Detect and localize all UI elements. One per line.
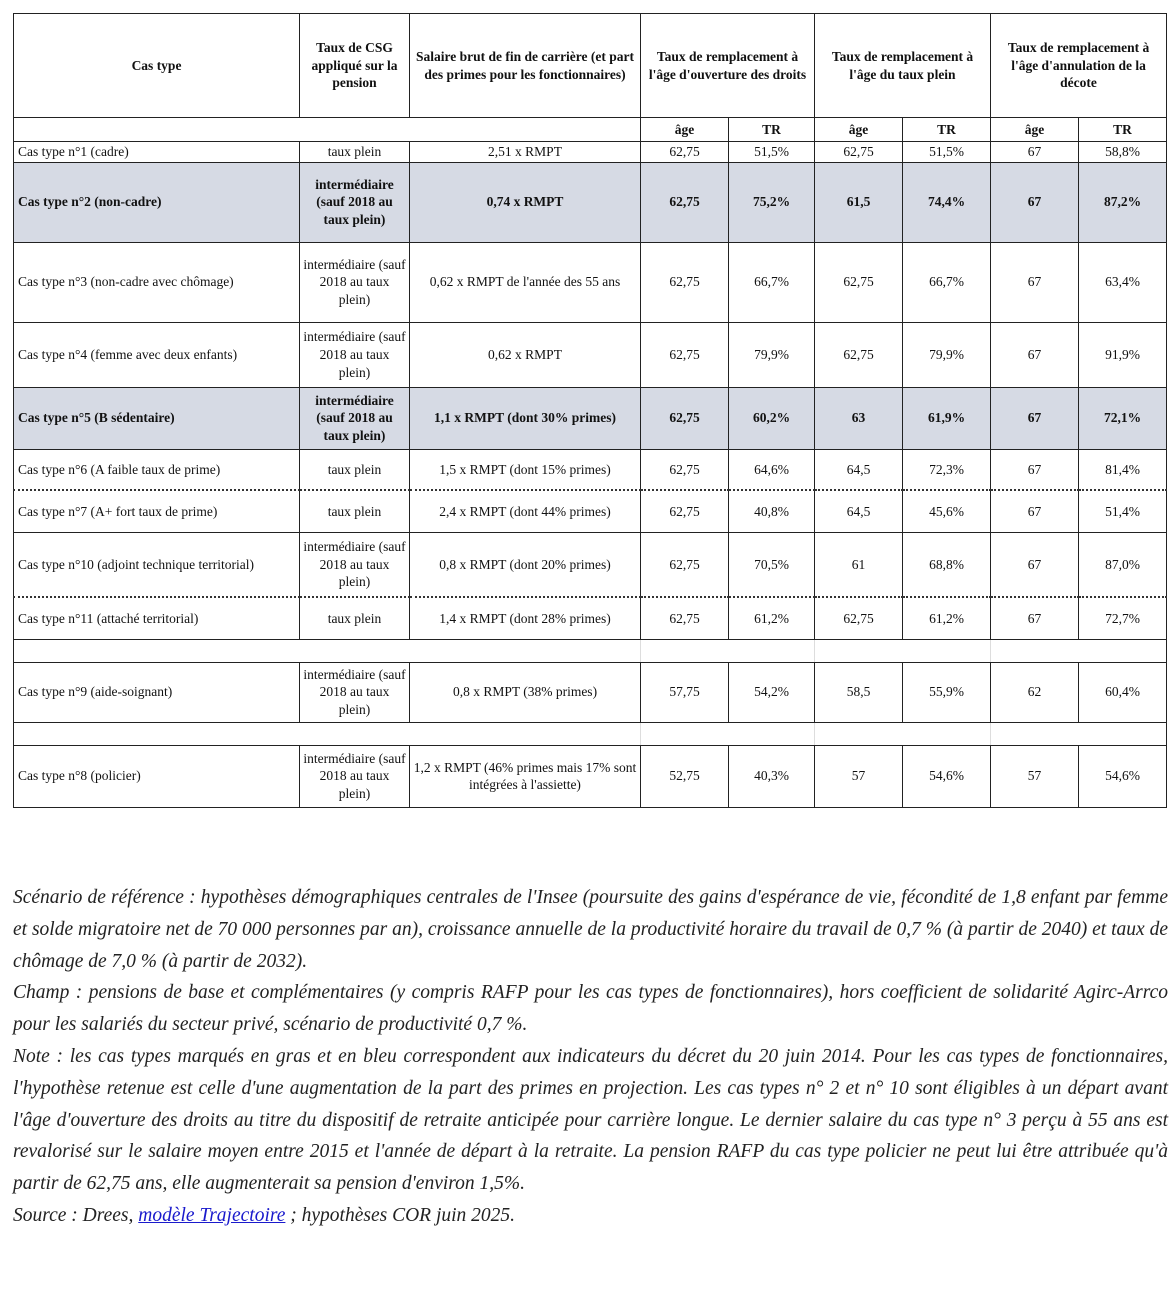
row-csg: intermédiaire (sauf 2018 au taux plein) [300, 242, 410, 322]
spacer-cell [14, 639, 641, 662]
table-row [14, 387, 1167, 449]
row-label: Cas type n°4 (femme avec deux enfants) [14, 322, 300, 387]
row-label: Cas type n°6 (A faible taux de prime) [14, 449, 300, 490]
row-age3: 62 [991, 662, 1079, 722]
row-csg: intermédiaire (sauf 2018 au taux plein) [300, 532, 410, 597]
row-tr1: 40,3% [729, 745, 815, 807]
row-age1: 62,75 [641, 597, 729, 639]
table-row [14, 662, 1167, 722]
row-label: Cas type n°11 (attaché territorial) [14, 597, 300, 639]
row-age3: 67 [991, 142, 1079, 163]
row-label: Cas type n°5 (B sédentaire) [14, 387, 300, 449]
header-row [14, 14, 1167, 118]
table-row [14, 322, 1167, 387]
row-tr3: 54,6% [1079, 745, 1167, 807]
row-label: Cas type n°7 (A+ fort taux de prime) [14, 490, 300, 532]
row-tr1: 66,7% [729, 242, 815, 322]
source-prefix: Source : Drees, [13, 1204, 139, 1226]
subheader-blank [14, 118, 641, 142]
row-age1: 62,75 [641, 490, 729, 532]
row-tr2: 79,9% [903, 322, 991, 387]
row-csg: taux plein [300, 142, 410, 163]
row-age1: 62,75 [641, 162, 729, 242]
row-tr3: 63,4% [1079, 242, 1167, 322]
row-tr3: 87,0% [1079, 532, 1167, 597]
row-age3: 57 [991, 745, 1079, 807]
source-link[interactable]: modèle Trajectoire [138, 1204, 286, 1226]
spacer-cell [991, 722, 1167, 745]
row-label: Cas type n°9 (aide-soignant) [14, 662, 300, 722]
note-champ: Champ : pensions de base et complémentaires (y compris RAFP pour les cas types de fonctionnaires), hors coefficient de solidarité Agirc-Arrco pour les salariés du secteur privé, scénario de productivité 0,7 %. [13, 982, 1168, 1036]
row-csg: taux plein [300, 597, 410, 639]
row-tr1: 54,2% [729, 662, 815, 722]
row-salaire: 1,5 x RMPT (dont 15% primes) [410, 449, 641, 490]
row-age1: 62,75 [641, 322, 729, 387]
row-age2: 61,5 [815, 162, 903, 242]
row-tr3: 72,7% [1079, 597, 1167, 639]
row-salaire: 1,1 x RMPT (dont 30% primes) [410, 387, 641, 449]
row-salaire: 2,4 x RMPT (dont 44% primes) [410, 490, 641, 532]
row-age1: 62,75 [641, 242, 729, 322]
spacer-cell [14, 722, 641, 745]
spacer-cell [991, 639, 1167, 662]
header-tr-taux-plein: Taux de remplacement à l'âge du taux plein [815, 14, 991, 118]
row-age3: 67 [991, 449, 1079, 490]
row-age3: 67 [991, 597, 1079, 639]
row-salaire: 1,2 x RMPT (46% primes mais 17% sont intégrées à l'assiette) [410, 745, 641, 807]
row-salaire: 2,51 x RMPT [410, 142, 641, 163]
table-row [14, 597, 1167, 639]
row-salaire: 0,62 x RMPT [410, 322, 641, 387]
row-age2: 62,75 [815, 322, 903, 387]
row-label: Cas type n°1 (cadre) [14, 142, 300, 163]
row-csg: taux plein [300, 449, 410, 490]
row-label: Cas type n°3 (non-cadre avec chômage) [14, 242, 300, 322]
table-row [14, 745, 1167, 807]
subheader-age-1: âge [641, 118, 729, 142]
row-tr2: 74,4% [903, 162, 991, 242]
row-salaire: 0,62 x RMPT de l'année des 55 ans [410, 242, 641, 322]
row-csg: taux plein [300, 490, 410, 532]
replacement-rate-table-container [13, 13, 1166, 808]
row-age2: 57 [815, 745, 903, 807]
table-row [14, 449, 1167, 490]
row-tr1: 60,2% [729, 387, 815, 449]
header-cas-type: Cas type [14, 14, 300, 118]
row-tr1: 70,5% [729, 532, 815, 597]
replacement-rate-table [13, 13, 1167, 808]
row-age2: 63 [815, 387, 903, 449]
subheader-age-3: âge [991, 118, 1079, 142]
row-tr3: 60,4% [1079, 662, 1167, 722]
row-csg: intermédiaire (sauf 2018 au taux plein) [300, 387, 410, 449]
row-age1: 52,75 [641, 745, 729, 807]
source-suffix: ; hypothèses COR juin 2025. [285, 1204, 516, 1226]
row-age1: 57,75 [641, 662, 729, 722]
row-salaire: 0,74 x RMPT [410, 162, 641, 242]
row-tr2: 72,3% [903, 449, 991, 490]
row-age3: 67 [991, 322, 1079, 387]
row-age1: 62,75 [641, 387, 729, 449]
spacer-row [14, 722, 1167, 745]
row-tr3: 87,2% [1079, 162, 1167, 242]
row-age3: 67 [991, 532, 1079, 597]
table-row [14, 242, 1167, 322]
row-salaire: 1,4 x RMPT (dont 28% primes) [410, 597, 641, 639]
row-tr2: 51,5% [903, 142, 991, 163]
row-tr2: 55,9% [903, 662, 991, 722]
row-tr1: 61,2% [729, 597, 815, 639]
spacer-cell [815, 639, 991, 662]
row-tr2: 61,9% [903, 387, 991, 449]
row-age2: 64,5 [815, 449, 903, 490]
row-salaire: 0,8 x RMPT (dont 20% primes) [410, 532, 641, 597]
row-age3: 67 [991, 490, 1079, 532]
row-age3: 67 [991, 242, 1079, 322]
table-row [14, 142, 1167, 163]
row-age1: 62,75 [641, 142, 729, 163]
row-tr2: 68,8% [903, 532, 991, 597]
subheader-age-2: âge [815, 118, 903, 142]
row-tr3: 81,4% [1079, 449, 1167, 490]
row-salaire: 0,8 x RMPT (38% primes) [410, 662, 641, 722]
row-tr2: 66,7% [903, 242, 991, 322]
row-label: Cas type n°2 (non-cadre) [14, 162, 300, 242]
row-tr2: 54,6% [903, 745, 991, 807]
subheader-row [14, 118, 1167, 142]
row-label: Cas type n°8 (policier) [14, 745, 300, 807]
subheader-tr-1: TR [729, 118, 815, 142]
row-age3: 67 [991, 162, 1079, 242]
subheader-tr-2: TR [903, 118, 991, 142]
row-age1: 62,75 [641, 449, 729, 490]
row-tr1: 79,9% [729, 322, 815, 387]
row-age1: 62,75 [641, 532, 729, 597]
note-source [13, 1200, 1168, 1232]
row-age2: 58,5 [815, 662, 903, 722]
row-tr3: 51,4% [1079, 490, 1167, 532]
row-age2: 64,5 [815, 490, 903, 532]
row-age3: 67 [991, 387, 1079, 449]
header-taux-csg: Taux de CSG appliqué sur la pension [300, 14, 410, 118]
spacer-cell [815, 722, 991, 745]
row-tr1: 51,5% [729, 142, 815, 163]
row-age2: 62,75 [815, 597, 903, 639]
spacer-row [14, 639, 1167, 662]
row-age2: 62,75 [815, 242, 903, 322]
row-tr1: 75,2% [729, 162, 815, 242]
row-age2: 61 [815, 532, 903, 597]
table-notes [13, 882, 1168, 1232]
note-scenario: Scénario de référence : hypothèses démographiques centrales de l'Insee (poursuite des gains d'espérance de vie, fécondité de 1,8 enfant par femme et solde migratoire net de 70 000 personnes par an), croissance annuelle de la productivité horaire du travail de 0,7 % (à partir de 2040) et taux de chômage de 7,0 % (à partir de 2032). [13, 887, 1168, 972]
note-text: Note : les cas types marqués en gras et en bleu correspondent aux indicateurs du décret du 20 juin 2014. Pour les cas types de fonctionnaires, l'hypothèse retenue est celle d'une augmentation de la part des primes en projection. Les cas types n° 2 et n° 10 sont éligibles à un départ avant l'âge d'ouverture des droits au titre du dispositif de retraite anticipée pour carrière longue. Le dernier salaire du cas type n° 3 perçu à 55 ans est revalorisé sur le salaire moyen entre 2015 et l'année de départ à la retraite. La pension RAFP du cas type policier ne peut lui être attribuée qu'à partir de 62,75 ans, elle augmenterait sa pension d'environ 1,5%. [13, 1045, 1168, 1195]
row-age2: 62,75 [815, 142, 903, 163]
row-tr3: 72,1% [1079, 387, 1167, 449]
row-tr2: 45,6% [903, 490, 991, 532]
spacer-cell [641, 639, 815, 662]
table-row [14, 490, 1167, 532]
row-csg: intermédiaire (sauf 2018 au taux plein) [300, 662, 410, 722]
header-tr-annulation: Taux de remplacement à l'âge d'annulation de la décote [991, 14, 1167, 118]
row-tr1: 64,6% [729, 449, 815, 490]
spacer-cell [641, 722, 815, 745]
row-tr2: 61,2% [903, 597, 991, 639]
header-tr-ouverture: Taux de remplacement à l'âge d'ouverture des droits [641, 14, 815, 118]
row-tr1: 40,8% [729, 490, 815, 532]
row-csg: intermédiaire (sauf 2018 au taux plein) [300, 745, 410, 807]
table-row [14, 532, 1167, 597]
row-label: Cas type n°10 (adjoint technique territorial) [14, 532, 300, 597]
table-row [14, 162, 1167, 242]
row-tr3: 58,8% [1079, 142, 1167, 163]
subheader-tr-3: TR [1079, 118, 1167, 142]
row-csg: intermédiaire (sauf 2018 au taux plein) [300, 162, 410, 242]
row-tr3: 91,9% [1079, 322, 1167, 387]
row-csg: intermédiaire (sauf 2018 au taux plein) [300, 322, 410, 387]
header-salaire: Salaire brut de fin de carrière (et part des primes pour les fonctionnaires) [410, 14, 641, 118]
